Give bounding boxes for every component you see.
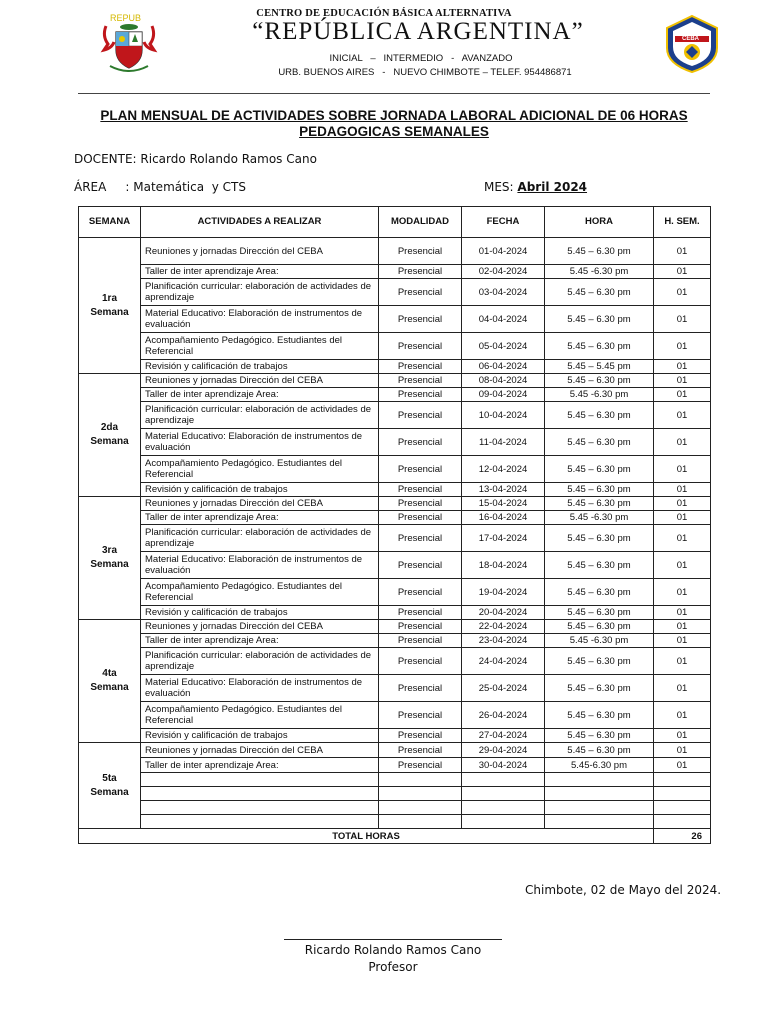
activity-cell: Reuniones y jornadas Dirección del CEBA bbox=[141, 743, 379, 758]
hours-cell: 01 bbox=[654, 360, 711, 374]
activity-cell: Acompañamiento Pedagógico. Estudiantes del Referencial bbox=[141, 702, 379, 729]
hora-cell: 5.45 -6.30 pm bbox=[545, 634, 654, 648]
activity-cell: Taller de inter aprendizaje Area: bbox=[141, 388, 379, 402]
fecha-cell bbox=[462, 787, 545, 801]
hours-cell bbox=[654, 773, 711, 787]
table-body bbox=[79, 238, 711, 829]
activity-cell: Revisión y calificación de trabajos bbox=[141, 606, 379, 620]
activity-cell: Revisión y calificación de trabajos bbox=[141, 483, 379, 497]
modalidad-cell: Presencial bbox=[379, 402, 462, 429]
docente-line: DOCENTE: Ricardo Rolando Ramos Cano bbox=[74, 152, 317, 166]
table-row bbox=[79, 675, 711, 702]
mes-line bbox=[484, 180, 587, 194]
activity-cell: Reuniones y jornadas Dirección del CEBA bbox=[141, 497, 379, 511]
mes-label: MES: bbox=[484, 180, 518, 194]
fecha-cell bbox=[462, 801, 545, 815]
area-line: ÁREA : Matemática y CTS bbox=[74, 180, 246, 194]
hora-cell: 5.45 – 6.30 pm bbox=[545, 456, 654, 483]
modalidad-cell bbox=[379, 773, 462, 787]
modalidad-cell: Presencial bbox=[379, 648, 462, 675]
hours-cell: 01 bbox=[654, 511, 711, 525]
hora-cell: 5.45 -6.30 pm bbox=[545, 388, 654, 402]
week-label: 2da Semana bbox=[79, 374, 141, 497]
fecha-cell: 20-04-2024 bbox=[462, 606, 545, 620]
fecha-cell: 12-04-2024 bbox=[462, 456, 545, 483]
activity-cell: Taller de inter aprendizaje Area: bbox=[141, 758, 379, 773]
activities-table bbox=[78, 206, 711, 844]
table-row bbox=[79, 773, 711, 787]
hora-cell: 5.45 – 6.30 pm bbox=[545, 279, 654, 306]
fecha-cell: 06-04-2024 bbox=[462, 360, 545, 374]
table-row bbox=[79, 525, 711, 552]
modalidad-cell: Presencial bbox=[379, 552, 462, 579]
activity-cell: Taller de inter aprendizaje Area: bbox=[141, 265, 379, 279]
activity-cell: Material Educativo: Elaboración de instrumentos de evaluación bbox=[141, 552, 379, 579]
hora-cell: 5.45 – 6.30 pm bbox=[545, 552, 654, 579]
hours-cell: 01 bbox=[654, 675, 711, 702]
hora-cell: 5.45 – 6.30 pm bbox=[545, 483, 654, 497]
fecha-cell: 17-04-2024 bbox=[462, 525, 545, 552]
activity-cell bbox=[141, 773, 379, 787]
total-label: TOTAL HORAS bbox=[79, 829, 654, 844]
hora-cell: 5.45 – 6.30 pm bbox=[545, 306, 654, 333]
activity-cell bbox=[141, 787, 379, 801]
modalidad-cell: Presencial bbox=[379, 702, 462, 729]
table-row bbox=[79, 265, 711, 279]
modalidad-cell: Presencial bbox=[379, 758, 462, 773]
modalidad-cell: Presencial bbox=[379, 279, 462, 306]
fecha-cell: 30-04-2024 bbox=[462, 758, 545, 773]
table-row bbox=[79, 279, 711, 306]
total-value: 26 bbox=[654, 829, 711, 844]
hours-cell: 01 bbox=[654, 525, 711, 552]
week-label: 3ra Semana bbox=[79, 497, 141, 620]
activity-cell: Acompañamiento Pedagógico. Estudiantes del Referencial bbox=[141, 456, 379, 483]
fecha-cell: 24-04-2024 bbox=[462, 648, 545, 675]
modalidad-cell: Presencial bbox=[379, 743, 462, 758]
table-row bbox=[79, 787, 711, 801]
table-row bbox=[79, 483, 711, 497]
table-row bbox=[79, 333, 711, 360]
table-row bbox=[79, 743, 711, 758]
modalidad-cell bbox=[379, 801, 462, 815]
activity-cell: Reuniones y jornadas Dirección del CEBA bbox=[141, 620, 379, 634]
modalidad-cell: Presencial bbox=[379, 483, 462, 497]
modalidad-cell: Presencial bbox=[379, 429, 462, 456]
activity-cell: Reuniones y jornadas Dirección del CEBA bbox=[141, 374, 379, 388]
modalidad-cell: Presencial bbox=[379, 729, 462, 743]
hours-cell: 01 bbox=[654, 333, 711, 360]
hours-cell: 01 bbox=[654, 388, 711, 402]
hours-cell: 01 bbox=[654, 743, 711, 758]
col-header-modalidad: MODALIDAD bbox=[379, 207, 462, 238]
document-header bbox=[0, 0, 768, 90]
hours-cell: 01 bbox=[654, 374, 711, 388]
hora-cell: 5.45 – 6.30 pm bbox=[545, 429, 654, 456]
modalidad-cell bbox=[379, 787, 462, 801]
table-row bbox=[79, 374, 711, 388]
hours-cell: 01 bbox=[654, 306, 711, 333]
modalidad-cell bbox=[379, 815, 462, 829]
modalidad-cell: Presencial bbox=[379, 606, 462, 620]
activity-cell bbox=[141, 801, 379, 815]
fecha-cell: 03-04-2024 bbox=[462, 279, 545, 306]
hora-cell: 5.45 – 5.45 pm bbox=[545, 360, 654, 374]
modalidad-cell: Presencial bbox=[379, 456, 462, 483]
table-row bbox=[79, 634, 711, 648]
table-header-row bbox=[79, 207, 711, 238]
hours-cell: 01 bbox=[654, 497, 711, 511]
week-label: 5ta Semana bbox=[79, 743, 141, 829]
modalidad-cell: Presencial bbox=[379, 675, 462, 702]
table-row bbox=[79, 648, 711, 675]
fecha-cell: 26-04-2024 bbox=[462, 702, 545, 729]
hora-cell: 5.45 – 6.30 pm bbox=[545, 579, 654, 606]
activity-cell: Planificación curricular: elaboración de actividades de aprendizaje bbox=[141, 402, 379, 429]
hora-cell: 5.45 – 6.30 pm bbox=[545, 497, 654, 511]
activity-cell: Revisión y calificación de trabajos bbox=[141, 360, 379, 374]
hours-cell: 01 bbox=[654, 552, 711, 579]
modalidad-cell: Presencial bbox=[379, 265, 462, 279]
col-header-hora: HORA bbox=[545, 207, 654, 238]
school-name: “REPÚBLICA ARGENTINA” bbox=[252, 18, 584, 45]
table-row bbox=[79, 702, 711, 729]
fecha-cell: 09-04-2024 bbox=[462, 388, 545, 402]
hora-cell: 5.45 – 6.30 pm bbox=[545, 333, 654, 360]
hours-cell: 01 bbox=[654, 620, 711, 634]
fecha-cell: 22-04-2024 bbox=[462, 620, 545, 634]
modalidad-cell: Presencial bbox=[379, 620, 462, 634]
activity-cell: Planificación curricular: elaboración de actividades de aprendizaje bbox=[141, 279, 379, 306]
fecha-cell: 19-04-2024 bbox=[462, 579, 545, 606]
activity-cell: Material Educativo: Elaboración de instrumentos de evaluación bbox=[141, 306, 379, 333]
table-row bbox=[79, 429, 711, 456]
signature-role: Profesor bbox=[368, 960, 418, 974]
activity-cell: Acompañamiento Pedagógico. Estudiantes del Referencial bbox=[141, 333, 379, 360]
hora-cell: 5.45 – 6.30 pm bbox=[545, 648, 654, 675]
activity-cell: Taller de inter aprendizaje Area: bbox=[141, 634, 379, 648]
fecha-cell: 18-04-2024 bbox=[462, 552, 545, 579]
table-row bbox=[79, 579, 711, 606]
school-levels: INICIAL – INTERMEDIO - AVANZADO bbox=[329, 53, 513, 64]
col-header-hsem: H. SEM. bbox=[654, 207, 711, 238]
table-row bbox=[79, 815, 711, 829]
fecha-cell: 25-04-2024 bbox=[462, 675, 545, 702]
week-label: 1ra Semana bbox=[79, 238, 141, 374]
hora-cell bbox=[545, 815, 654, 829]
header-divider bbox=[78, 93, 710, 94]
modalidad-cell: Presencial bbox=[379, 497, 462, 511]
hora-cell bbox=[545, 787, 654, 801]
hours-cell: 01 bbox=[654, 238, 711, 265]
fecha-cell: 11-04-2024 bbox=[462, 429, 545, 456]
school-address: URB. BUENOS AIRES - NUEVO CHIMBOTE – TELEF. 954486871 bbox=[278, 67, 572, 78]
hours-cell: 01 bbox=[654, 634, 711, 648]
modalidad-cell: Presencial bbox=[379, 511, 462, 525]
hora-cell: 5.45 – 6.30 pm bbox=[545, 402, 654, 429]
activity-cell: Revisión y calificación de trabajos bbox=[141, 729, 379, 743]
hours-cell: 01 bbox=[654, 265, 711, 279]
week-label: 4ta Semana bbox=[79, 620, 141, 743]
fecha-cell: 15-04-2024 bbox=[462, 497, 545, 511]
logo-left-text: REPUB bbox=[110, 13, 142, 23]
table-row bbox=[79, 497, 711, 511]
fecha-cell: 08-04-2024 bbox=[462, 374, 545, 388]
hours-cell: 01 bbox=[654, 456, 711, 483]
hours-cell: 01 bbox=[654, 729, 711, 743]
hora-cell bbox=[545, 801, 654, 815]
hora-cell: 5.45 – 6.30 pm bbox=[545, 374, 654, 388]
hours-cell: 01 bbox=[654, 702, 711, 729]
school-type: CENTRO DE EDUCACIÓN BÁSICA ALTERNATIVA bbox=[256, 8, 512, 19]
modalidad-cell: Presencial bbox=[379, 306, 462, 333]
fecha-cell: 23-04-2024 bbox=[462, 634, 545, 648]
hora-cell: 5.45 – 6.30 pm bbox=[545, 702, 654, 729]
hours-cell bbox=[654, 815, 711, 829]
hora-cell: 5.45 -6.30 pm bbox=[545, 511, 654, 525]
table-row bbox=[79, 620, 711, 634]
hours-cell: 01 bbox=[654, 279, 711, 306]
hora-cell: 5.45 – 6.30 pm bbox=[545, 525, 654, 552]
hora-cell: 5.45-6.30 pm bbox=[545, 758, 654, 773]
col-header-semana: SEMANA bbox=[79, 207, 141, 238]
fecha-cell bbox=[462, 815, 545, 829]
fecha-cell: 10-04-2024 bbox=[462, 402, 545, 429]
table-row bbox=[79, 801, 711, 815]
activity-cell: Planificación curricular: elaboración de actividades de aprendizaje bbox=[141, 525, 379, 552]
hora-cell: 5.45 – 6.30 pm bbox=[545, 675, 654, 702]
fecha-cell: 04-04-2024 bbox=[462, 306, 545, 333]
document-title: PLAN MENSUAL DE ACTIVIDADES SOBRE JORNADA LABORAL ADICIONAL DE 06 HORAS PEDAGOGICAS SEMANALES bbox=[100, 108, 688, 139]
hora-cell: 5.45 – 6.30 pm bbox=[545, 238, 654, 265]
hours-cell bbox=[654, 787, 711, 801]
hora-cell: 5.45 – 6.30 pm bbox=[545, 620, 654, 634]
total-row bbox=[79, 829, 711, 844]
modalidad-cell: Presencial bbox=[379, 388, 462, 402]
modalidad-cell: Presencial bbox=[379, 525, 462, 552]
logo-right-text: CEBA bbox=[682, 36, 700, 42]
modalidad-cell: Presencial bbox=[379, 238, 462, 265]
fecha-cell bbox=[462, 773, 545, 787]
fecha-cell: 27-04-2024 bbox=[462, 729, 545, 743]
mes-value: Abril 2024 bbox=[517, 180, 588, 194]
col-header-fecha: FECHA bbox=[462, 207, 545, 238]
table-row bbox=[79, 238, 711, 265]
fecha-cell: 16-04-2024 bbox=[462, 511, 545, 525]
fecha-cell: 29-04-2024 bbox=[462, 743, 545, 758]
activity-cell bbox=[141, 815, 379, 829]
activity-cell: Reuniones y jornadas Dirección del CEBA bbox=[141, 238, 379, 265]
ceba-logo bbox=[665, 14, 719, 74]
hours-cell: 01 bbox=[654, 648, 711, 675]
table-row bbox=[79, 402, 711, 429]
hours-cell: 01 bbox=[654, 606, 711, 620]
activity-cell: Taller de inter aprendizaje Area: bbox=[141, 511, 379, 525]
col-header-actividades: ACTIVIDADES A REALIZAR bbox=[141, 207, 379, 238]
table-row bbox=[79, 456, 711, 483]
table-row bbox=[79, 552, 711, 579]
table-row bbox=[79, 388, 711, 402]
hora-cell: 5.45 – 6.30 pm bbox=[545, 606, 654, 620]
fecha-cell: 01-04-2024 bbox=[462, 238, 545, 265]
place-and-date: Chimbote, 02 de Mayo del 2024. bbox=[525, 883, 722, 897]
hours-cell bbox=[654, 801, 711, 815]
hora-cell: 5.45 – 6.30 pm bbox=[545, 743, 654, 758]
hours-cell: 01 bbox=[654, 579, 711, 606]
hours-cell: 01 bbox=[654, 483, 711, 497]
modalidad-cell: Presencial bbox=[379, 579, 462, 606]
activity-cell: Acompañamiento Pedagógico. Estudiantes del Referencial bbox=[141, 579, 379, 606]
signature-line bbox=[284, 939, 502, 940]
activity-cell: Material Educativo: Elaboración de instrumentos de evaluación bbox=[141, 429, 379, 456]
fecha-cell: 05-04-2024 bbox=[462, 333, 545, 360]
ceba-shield-icon bbox=[665, 14, 719, 74]
table-row bbox=[79, 360, 711, 374]
hours-cell: 01 bbox=[654, 758, 711, 773]
hora-cell bbox=[545, 773, 654, 787]
table-row bbox=[79, 511, 711, 525]
hours-cell: 01 bbox=[654, 402, 711, 429]
fecha-cell: 02-04-2024 bbox=[462, 265, 545, 279]
table-row bbox=[79, 758, 711, 773]
activity-cell: Material Educativo: Elaboración de instrumentos de evaluación bbox=[141, 675, 379, 702]
hora-cell: 5.45 – 6.30 pm bbox=[545, 729, 654, 743]
modalidad-cell: Presencial bbox=[379, 634, 462, 648]
fecha-cell: 13-04-2024 bbox=[462, 483, 545, 497]
table-row bbox=[79, 606, 711, 620]
hora-cell: 5.45 -6.30 pm bbox=[545, 265, 654, 279]
hours-cell: 01 bbox=[654, 429, 711, 456]
modalidad-cell: Presencial bbox=[379, 360, 462, 374]
modalidad-cell: Presencial bbox=[379, 333, 462, 360]
signature-name: Ricardo Rolando Ramos Cano bbox=[304, 943, 482, 957]
activity-cell: Planificación curricular: elaboración de actividades de aprendizaje bbox=[141, 648, 379, 675]
table-row bbox=[79, 306, 711, 333]
modalidad-cell: Presencial bbox=[379, 374, 462, 388]
table-row bbox=[79, 729, 711, 743]
